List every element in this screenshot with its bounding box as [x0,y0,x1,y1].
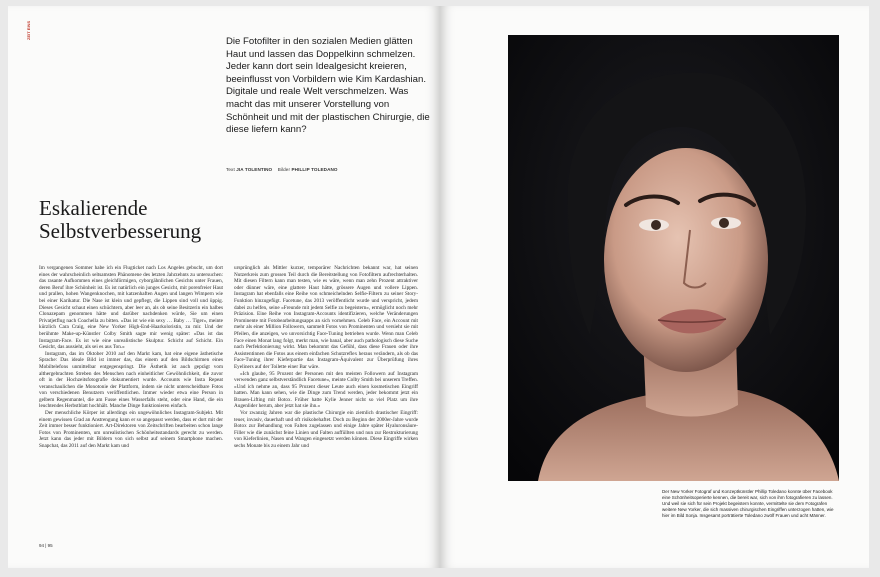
body-paragraph: Instagram, das im Oktober 2010 auf den Markt kam, hat eine eigene ästhetische Sprache: Das ideale Bild ist immer das, das einem auf den Bildschirmen eines Mobiltelefons unmittelbar entgegenspringt. Die Ästhetik ist auch geprägt vom althergebrachten Streben des Menschen nach einheitlicher Gewöhnlichkeit, die zuvor oft in der Hochzeitsfotografie dokumentiert wurde. Accounts wie Insta Repeat veranschaulichen die Monotonie der Plattform, indem sie nicht unterscheidbare Fotos von verschiedenen Benutzern veröffentlichen. Immer wieder etwa eine Person in gelbem Regenmantel, die am Fusse eines Wasserfalls steht, oder eine Hand, die ein leuchtendes Herbstblatt hochhält. Manche Dinge funktionieren einfach. [39,350,223,410]
byline [226,167,338,172]
page-number: 94 | 95 [39,543,53,548]
portrait-photo [508,35,839,481]
body-paragraph: «Ich glaube, 95 Prozent der Personen mit den meisten Followern auf Instagram verwenden ganz selbstverständlich Facetune», meinte Colby Smith bei unserem Treffen. «Und ich nehme an, dass 95 Prozent dieser Leute auch einen kosmetischen Eingriff hatten. Man kann sehen, wie die Dinge zum Trend werden, jeder bekommt jetzt ein Brauen-Lifting mit Botox. Früher hatte Kylie Jenner nicht so viel Platz um ihre Augenlider herum, aber jetzt hat sie ihn.» [234,370,418,410]
byline-images-label: Bilder [277,167,291,172]
body-paragraph: Im vergangenen Sommer habe ich ein Flugticket nach Los Angeles gebucht, um dort eines der wahrscheinlich seltsamsten Phänomene des letzten Jahrzehnts zu untersuchen: das rasante Aufkommen eines gleichförmigen, cyborgähnlichen Gesichts unter Frauen, deren Beruf ihre Schönheit ist. Es ist natürlich ein junges Gesicht, mit porenfreier Haut und prallen, hohen Wangenknochen, mit katzenhaften Augen und langen Wimpern wie bei einer Karikatur. Die Nase ist klein und gepflegt, die Lippen sind voll und üppig. Dieses Gesicht schaut einen schüchtern, aber leer an, als ob seine Besitzerin ein halbes Clonazepam genommen hätte und darüber nachdenken würde, Sie um einen Privatjetflug nach Coachella zu bitten. «Das ist wie ein sexy … Baby … Tiger», meinte kürzlich Cara Craig, eine New Yorker High-End-Haarkoloristin, zu mir. Und der berühmte Make-up-Künstler Colby Smith sagte mir wenig später: «Das ist das Instagram-Face. Es ist wie eine unrealistische Skulptur. Schicht auf Schicht. Ein Gesicht, das aussieht, als sei es aus Ton.» [39,265,223,351]
photo-caption: Der New Yorker Fotograf und Konzeptkünstler Phillip Toledano konnte über Facebook eine Schönheitsoperierte kennen, die bereit war, sich von ihm fotografieren zu lassen. Und weil sie sich für sein Projekt begeistern konnte, vermittelte sie dem Fotografen weitere New Yorker, die sich massiven chirurgischen Eingriffen unterzogen hatten, wie hier im Bild Sonja. Insgesamt porträtierte Toledano zwölf Frauen und acht Männer. [662,489,834,518]
body-paragraph: ursprünglich als Mittler kurzer, temporärer Nachrichten bekannt war, hat seinen Nutzerkreis zum grossen Teil durch die Bereitstellung von Fotofiltern aufrechterhalten. Mit diesen Filtern kann man testen, wie es wäre, wenn man zehn Prozent attraktiver oder dünner wäre, eine glattere Haut hätte, grössere Augen und vollere Lippen. Instagram hat ebenfalls eine Reihe von schmeichelnden Selfie-Filtern zu seiner Story-Funktion hinzugefügt. Facetune, das 2013 veröffentlicht wurde und verspricht, jedem dabei zu helfen, seine «Freunde mit jedem Selfie zu begeistern», ermöglicht noch mehr Präzision. Eine Reihe von Instagram-Accounts identifizieren, welche Veränderungen Prominente mit Fotobearbeitungsapps an sich vornehmen. Celeb Face, ein Account mit mehr als einer Million Followern, sammelt Fotos von Prominenten und versieht sie mit Pfeilen, die anzeigen, wo unvorsichtig Face-Tuning betrieben wurde. Wenn man Celeb Face einen Monat lang folgt, merkt man, wie banal, aber auch pathologisch diese Suche nach Perfektionierung wirkt. Man bekommt das Gefühl, dass diese Frauen oder ihre Assistentinnen die Fotos aus einem einfachen Schutzreflex heraus verändern, als ob das Face-Tuning ihrer Kieferpartie das Instagram-Äquivalent zur Überprüfung ihres Eyeliners auf der Toilette einer Bar wäre. [234,265,418,370]
body-paragraph: Der menschliche Körper ist allerdings ein ungewöhnliches Instagram-Subjekt. Mit einem gewissen Grad an Anstrengung kann er so angepasst werden, dass er dort mit der Zeit immer besser funktioniert. Art-Direktoren von Zeitschriften bearbeiten schon lange Fotos von Prominenten, um unrealistischen Schönheitsstandards gerecht zu werden. Jetzt kann das jeder mit Bildern von sich selbst auf seinem Smartphone machen. Snapchat, das 2011 auf den Markt kam und [39,410,223,450]
body-paragraph: Vor zwanzig Jahren war die plastische Chirurgie ein ziemlich drastischer Eingriff: teuer, invasiv, dauerhaft und oft risikobehaftet. Doch zu Beginn der 2000er-Jahre wurde Botox zur Behandlung von Falten zugelassen und einige Jahre später Hyaluronsäure-Filler wie die zunächst feine Linien und Falten auffüllten und nun zur Restrukturierung von Kieferlinien, Nasen und Wangen eingesetzt werden können. Diese Eingriffe wirken sechs Monate bis zu einem Jahr und [234,410,418,450]
section-label: ZEIT EINS [26,20,31,40]
body-column-1 [39,265,223,450]
byline-photographer: PHILLIP TOLEDANO [291,167,338,172]
article-headline: Eskalierende Selbstverbesserung [39,196,202,243]
byline-author: JIA TOLENTINO [236,167,273,172]
byline-text-label: Text [226,167,235,172]
lead-paragraph: Die Fotofilter in den sozialen Medien glätten Haut und lassen das Doppelkinn schmelzen. Jeder kann dort sein Idealgesicht kreieren, beeinflusst von Vorbildern wie Kim Kardashian. Digitale und reale Welt verschmelzen. Was macht das mit unserer Vorstellung von Schönheit und mit der plastischen Chirurgie, die diese liefern kann? [226,36,430,136]
body-column-2 [234,265,418,450]
right-page [440,6,869,568]
left-page [8,6,440,568]
